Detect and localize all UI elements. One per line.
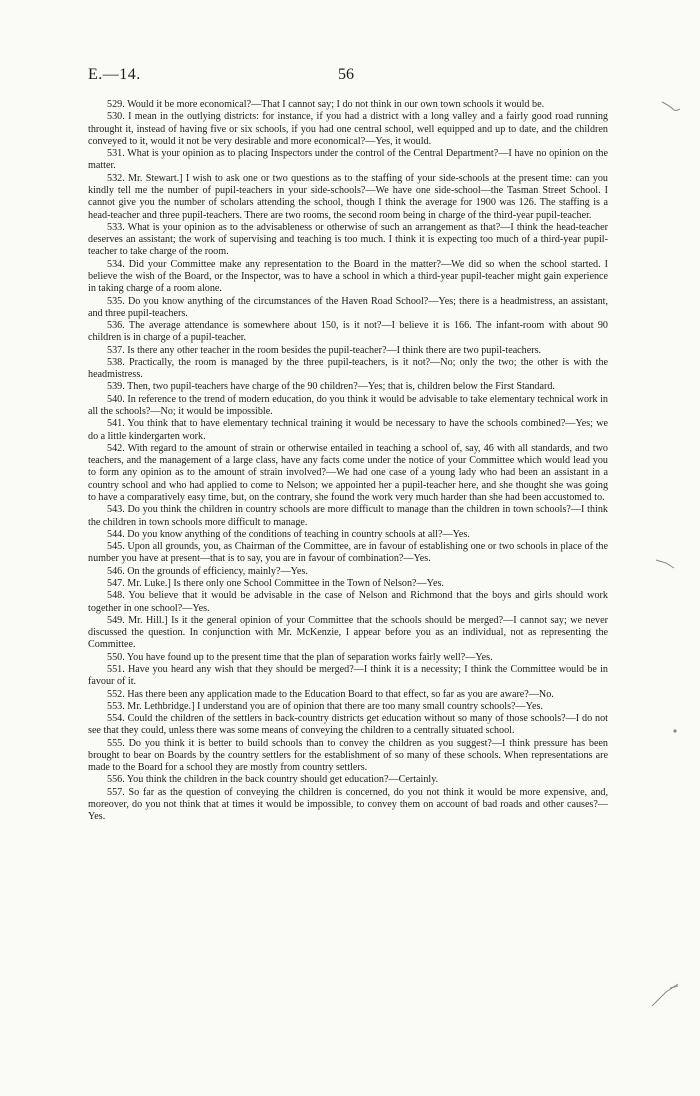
- scan-mark: [670, 726, 680, 736]
- paragraph-549: 549. Mr. Hill.] Is it the general opinion of your Committee that the schools should be merged?—I cannot say; we never discussed the question. In conjunction with Mr. McKenzie, I appear before you as an individual, not as representing the Committee.: [88, 614, 608, 651]
- paragraph-550: 550. You have found up to the present time that the plan of separation works fairly well?—Yes.: [107, 651, 493, 663]
- paragraph-533: 533. What is your opinion as to the advisableness or otherwise of such an arrangement as that?—I think the head-teacher deserves an assistant; the work of supervising and teaching is too much. I think it is expecting too much of a third-year pupil-teacher to take charge of the room.: [88, 221, 608, 258]
- paragraph-539: 539. Then, two pupil-teachers have charge of the 90 children?—Yes; that is, children below the First Standard.: [107, 381, 555, 393]
- paragraph-542: 542. With regard to the amount of strain or otherwise entailed in teaching a school of, say, 46 with all standards, and two teachers, and the management of a large class, have any facts come under the notice of your Committee which would lead you to form any opinion as to the amount of strain involved?—We had one case of a young lady who had been an assistant in a country school and who had applied to come to Nelson; we appointed her a pupil-teacher here, and she thought she was going to have a comparatively easy time, but, on the contrary, she found the work very much harder than she had been accustomed to.: [88, 442, 608, 503]
- paragraph-557: 557. So far as the question of conveying the children is concerned, do you not think it would be more expensive, and, moreover, do you not think that at times it would be impossible, to convey them on account of bad roads and other causes?—Yes.: [88, 786, 608, 823]
- paragraph-547: 547. Mr. Luke.] Is there only one School Committee in the Town of Nelson?—Yes.: [107, 577, 444, 589]
- paragraph-529: 529. Would it be more economical?—That I cannot say; I do not think in our own town schools it would be.: [107, 99, 545, 110]
- paragraph-548: 548. You believe that it would be advisable in the case of Nelson and Richmond that the boys and girls should work together in one school?—Yes.: [88, 590, 608, 614]
- paragraph-554: 554. Could the children of the settlers in back-country districts get education without so many of those schools?—I do not see that they could, unless there was some means of conveying the children to a centrally situated school.: [88, 713, 608, 737]
- paragraph-552: 552. Has there been any application made to the Education Board to that effect, so far as you are aware?—No.: [107, 688, 554, 700]
- paragraph-545: 545. Upon all grounds, you, as Chairman of the Committee, are in favour of establishing one or two schools in place of the number you have at present—that is to say, you are in favour of combination?—Yes.: [88, 541, 608, 565]
- paragraph-541: 541. You think that to have elementary technical training it would be necessary to have the schools combined?—Yes; we do a little kindergarten work.: [88, 418, 608, 442]
- paragraph-546: 546. On the grounds of efficiency, mainly?—Yes.: [107, 565, 308, 577]
- paragraph-532: 532. Mr. Stewart.] I wish to ask one or two questions as to the staffing of your side-schools at the present time: can you kindly tell me the number of pupil-teachers in your side-schools?—We have one side-school—the Tasman Street School. I cannot give you the number of scholars attending the school, though I think the average for 1900 was 126. The staffing is a head-teacher and three pupil-teachers. There are two rooms, the second room being in charge of the third-year pupil-teacher.: [88, 172, 608, 221]
- paragraph-553: 553. Mr. Lethbridge.] I understand you are of opinion that there are too many small country schools?—Yes.: [107, 700, 543, 712]
- evidence-text: [88, 99, 608, 824]
- paragraph-537: 537. Is there any other teacher in the room besides the pupil-teacher?—I think there are two pupil-teachers.: [107, 344, 542, 356]
- paragraph-536: 536. The average attendance is somewhere about 150, is it not?—I believe it is 166. The infant-room with about 90 children is in charge of a pupil-teacher.: [88, 320, 608, 344]
- scan-mark: [648, 982, 682, 1012]
- paragraph-551: 551. Have you heard any wish that they should be merged?—I think it is a necessity; I think the Committee would be in favour of it.: [88, 663, 608, 688]
- paragraph-540: 540. In reference to the trend of modern education, do you think it would be advisable to take elementary technical work in all the schools?—No; it would be impossible.: [88, 393, 608, 418]
- page-number: 56: [338, 66, 354, 83]
- scan-mark: [654, 556, 678, 572]
- paragraph-534: 534. Did your Committee make any representation to the Board in the matter?—We did so when the school started. I believe the wish of the Board, or the Inspector, was to have a school in which a third-year pupil-teacher might gain experience in taking charge of a room alone.: [88, 258, 608, 295]
- paragraph-535: 535. Do you know anything of the circumstances of the Haven Road School?—Yes; there is a headmistress, an assistant, and three pupil-teachers.: [88, 295, 608, 319]
- paragraph-544: 544. Do you know anything of the conditions of teaching in country schools at all?—Yes.: [107, 528, 470, 540]
- paragraph-530: 530. I mean in the outlying districts: for instance, if you had a district with a long valley and a fairly good road running throught it, instead of having five or six schools, if you had one central school, well equipped and up to date, and the children conveyed to it, would it not be very desirable and more economical?—Yes, it would.: [88, 111, 608, 147]
- paragraph-538: 538. Practically, the room is managed by the three pupil-teachers, is it not?—No; only the two; the other is with the headmistress.: [88, 356, 608, 381]
- series-reference: E.—14.: [88, 66, 141, 83]
- running-header: [88, 66, 608, 86]
- paragraph-556: 556. You think the children in the back country should get education?—Certainly.: [107, 774, 439, 786]
- paragraph-531: 531. What is your opinion as to placing Inspectors under the control of the Central Department?—I have no opinion on the matter.: [88, 148, 608, 172]
- paragraph-543: 543. Do you think the children in country schools are more difficult to manage than the children in town schools?—I think the children in town schools more difficult to manage.: [88, 504, 608, 528]
- paragraph-555: 555. Do you think it is better to build schools than to convey the children as you suggest?—I think pressure has been brought to bear on Boards by the country settlers for the establishment of so many of these schools. When representations are made to the Board for a school they are mostly from country settlers.: [88, 737, 608, 774]
- scan-mark: [660, 96, 684, 120]
